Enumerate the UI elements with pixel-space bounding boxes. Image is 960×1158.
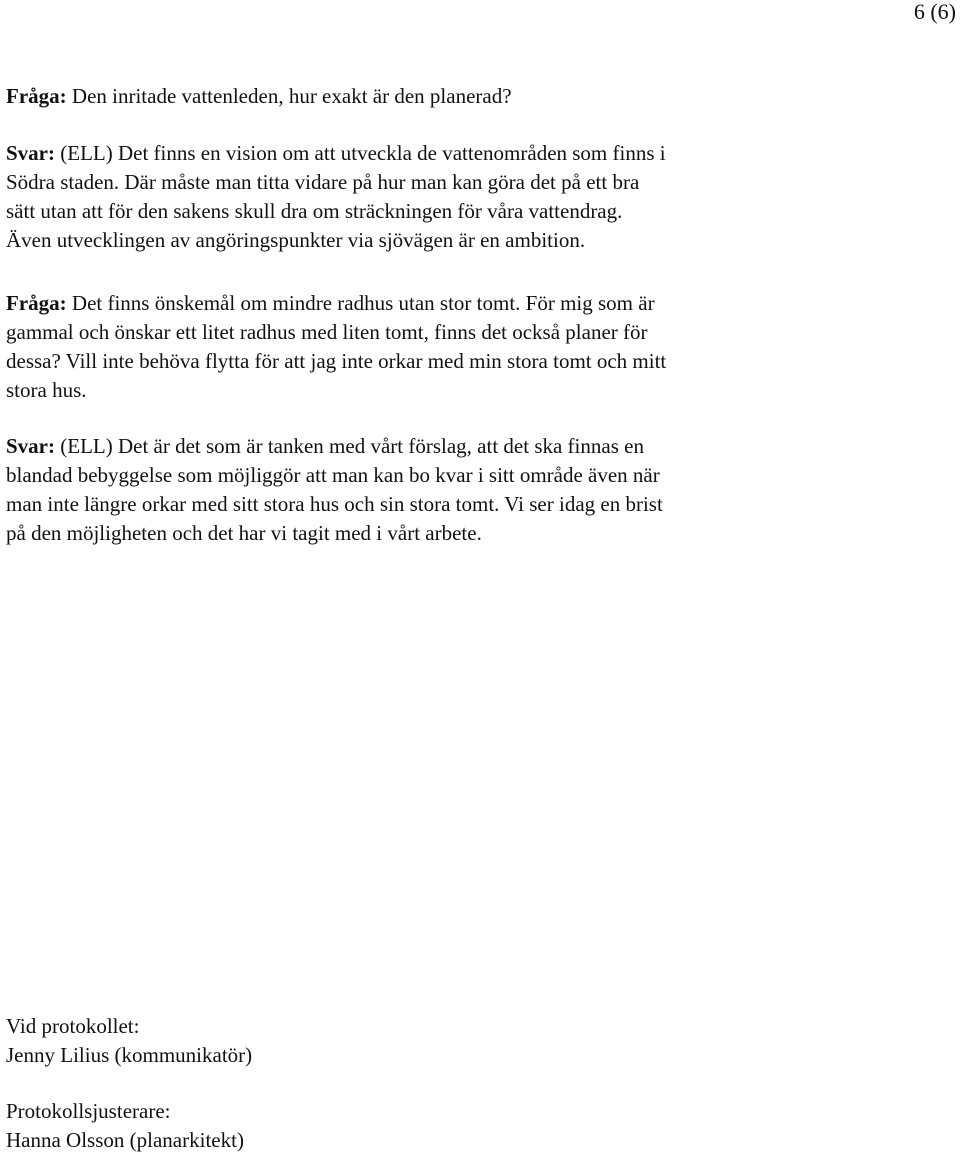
- adjuster-label: Protokollsjusterare:: [6, 1099, 171, 1123]
- protocol-block: [6, 1012, 956, 1070]
- answer-label: Svar:: [6, 434, 55, 458]
- adjuster-person: Hanna Olsson (planarkitekt): [6, 1128, 244, 1152]
- answer-text: (ELL) Det finns en vision om att utveckla de vattenområden som finns i: [55, 141, 666, 165]
- page-number: 6 (6): [913, 0, 956, 24]
- question-2-line-1: [6, 289, 956, 318]
- question-text: Det finns önskemål om mindre radhus utan stor tomt. För mig som är: [66, 291, 655, 315]
- answer-text: (ELL) Det är det som är tanken med vårt förslag, att det ska finnas en: [55, 434, 644, 458]
- answer-2-line-2: blandad bebyggelse som möjliggör att man kan bo kvar i sitt område även när: [6, 463, 660, 487]
- answer-1: [6, 139, 956, 255]
- answer-2-line-3: man inte längre orkar med sitt stora hus och sin stora tomt. Vi ser idag en brist: [6, 492, 663, 516]
- answer-2-line-1: [6, 432, 956, 461]
- adjuster-block: [6, 1097, 956, 1155]
- answer-1-line-2: Södra staden. Där måste man titta vidare på hur man kan göra det på ett bra: [6, 170, 640, 194]
- protocol-person: Jenny Lilius (kommunikatör): [6, 1043, 253, 1067]
- answer-2-line-4: på den möjligheten och det har vi tagit med i vårt arbete.: [6, 521, 482, 545]
- answer-1-line-4: Även utvecklingen av angöringspunkter via sjövägen är en ambition.: [6, 228, 586, 252]
- question-label: Fråga:: [6, 291, 67, 315]
- answer-1-line-1: [6, 139, 956, 168]
- answer-1-line-3: sätt utan att för den sakens skull dra om sträckningen för våra vattendrag.: [6, 199, 623, 223]
- answer-2: [6, 432, 956, 548]
- question-text: Den inritade vattenleden, hur exakt är den planerad?: [66, 84, 512, 108]
- answer-label: Svar:: [6, 141, 55, 165]
- question-2-line-4: stora hus.: [6, 378, 87, 402]
- protocol-label: Vid protokollet:: [6, 1014, 140, 1038]
- question-2-line-3: dessa? Vill inte behöva flytta för att jag inte orkar med min stora tomt och mitt: [6, 349, 667, 373]
- question-2: [6, 289, 956, 405]
- question-2-line-2: gammal och önskar ett litet radhus med liten tomt, finns det också planer för: [6, 320, 648, 344]
- question-1: [6, 82, 956, 111]
- question-label: Fråga:: [6, 84, 67, 108]
- question-1-line-1: [6, 82, 956, 111]
